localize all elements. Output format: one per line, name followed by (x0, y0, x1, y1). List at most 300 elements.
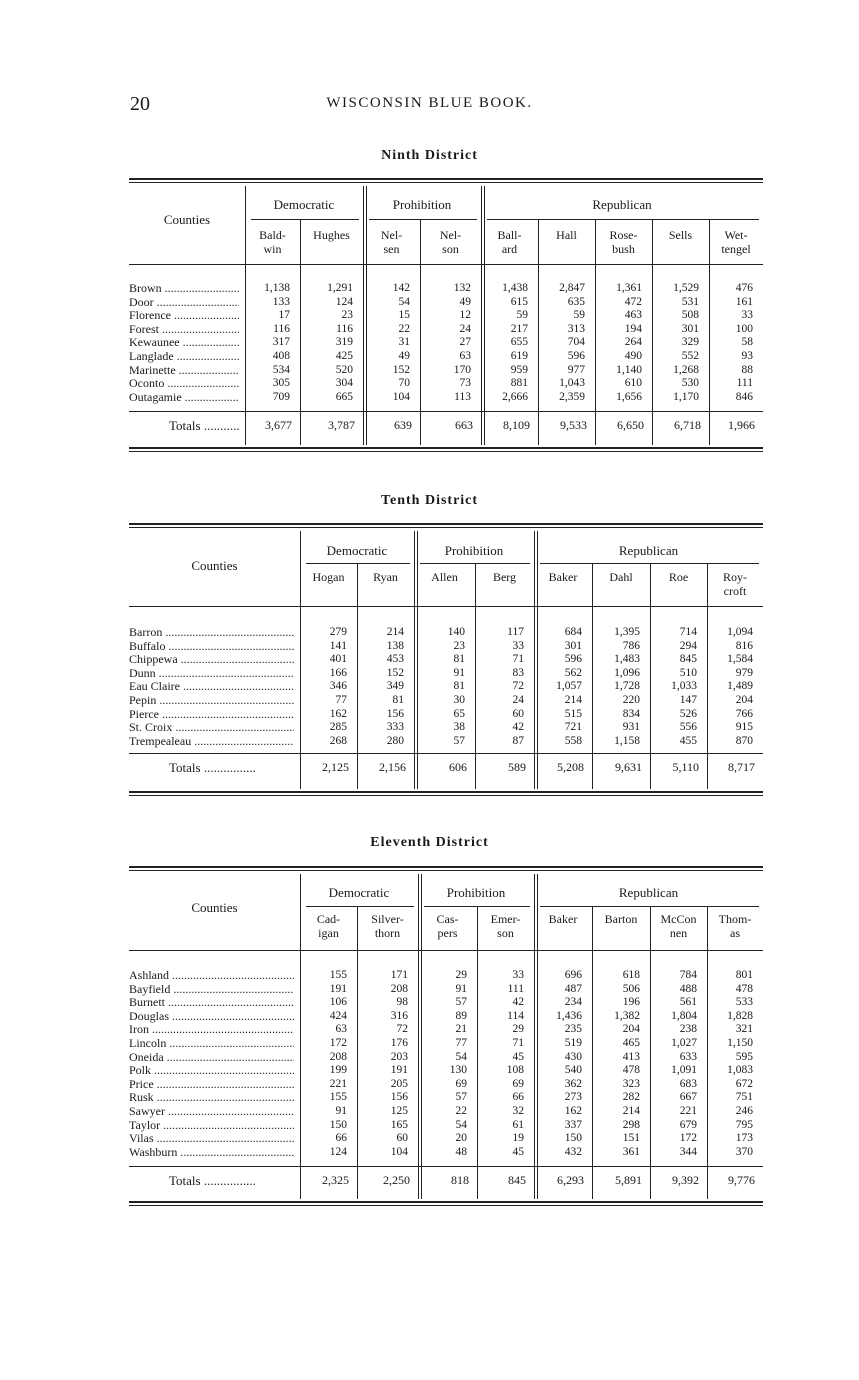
vote-cell: 319 (335, 336, 353, 349)
vote-cell: 205 (390, 1077, 408, 1090)
district-title: Eleventh District (370, 835, 489, 850)
vote-column (707, 969, 753, 1159)
vote-cell: 280 (386, 734, 404, 747)
vote-cell: 321 (735, 1023, 753, 1036)
county-name: Douglas ..... (129, 1010, 294, 1024)
total-cell: 5,110 (672, 760, 699, 774)
candidate-header: Barton (604, 912, 638, 926)
total-cell: 663 (455, 418, 473, 432)
vote-cell: 20 (455, 1132, 467, 1145)
vote-cell: 33 (512, 969, 524, 981)
vote-column (357, 626, 404, 748)
vote-cell: 679 (679, 1118, 697, 1131)
vote-cell: 150 (329, 1118, 347, 1131)
totals-label: Totals ..... (169, 1173, 294, 1189)
candidate-header: Baker (548, 570, 578, 584)
vote-cell: 204 (622, 1023, 640, 1036)
vote-cell: 22 (398, 322, 410, 335)
table-rule (129, 753, 763, 754)
candidate-header: Nel- son (439, 228, 462, 256)
vote-cell: 220 (622, 693, 640, 706)
vote-cell: 100 (735, 322, 753, 335)
vote-column (481, 282, 528, 404)
vote-column (534, 969, 582, 1159)
table-rule (129, 523, 763, 525)
vote-cell: 161 (735, 295, 753, 308)
vote-cell: 881 (510, 377, 528, 390)
vote-cell: 619 (510, 349, 528, 362)
vote-column (475, 626, 524, 748)
vote-cell: 114 (507, 1009, 524, 1022)
vote-column (245, 282, 290, 404)
vote-cell: 526 (679, 707, 697, 720)
vote-cell: 24 (512, 693, 524, 706)
vote-cell: 73 (459, 377, 471, 390)
vote-cell: 57 (455, 1091, 467, 1104)
vote-cell: 130 (449, 1064, 467, 1077)
counties-header: Counties (191, 558, 238, 573)
vote-cell: 610 (624, 377, 642, 390)
county-name: Oconto ..... (129, 377, 239, 391)
vote-cell: 337 (564, 1118, 582, 1131)
vote-column (534, 626, 582, 748)
vote-cell: 1,438 (502, 282, 528, 294)
vote-cell: 1,584 (727, 653, 753, 666)
vote-cell: 721 (564, 721, 582, 734)
table-rule (129, 447, 763, 449)
vote-cell: 487 (564, 982, 582, 995)
total-cell: 5,891 (615, 1173, 642, 1187)
vote-cell: 1,027 (671, 1036, 697, 1049)
counties-header: Counties (191, 900, 238, 915)
county-name: Washburn ..... (129, 1146, 294, 1160)
candidate-header: Dahl (609, 570, 633, 584)
vote-cell: 208 (329, 1050, 347, 1063)
vote-cell: 816 (735, 639, 753, 652)
vote-cell: 23 (341, 309, 353, 322)
vote-cell: 520 (335, 363, 353, 376)
vote-cell: 32 (512, 1104, 524, 1117)
table-rule (129, 451, 763, 452)
county-name: Bayfield ..... (129, 983, 294, 997)
party-header: Republican (618, 543, 679, 558)
vote-cell: 519 (564, 1036, 582, 1049)
vote-cell: 305 (272, 377, 290, 390)
vote-cell: 116 (336, 322, 353, 335)
vote-cell: 562 (564, 666, 582, 679)
vote-cell: 48 (455, 1145, 467, 1158)
county-list (129, 969, 294, 1159)
vote-cell: 91 (453, 666, 465, 679)
vote-cell: 285 (329, 721, 347, 734)
vote-cell: 530 (681, 377, 699, 390)
table-rule (129, 791, 763, 793)
vote-cell: 408 (272, 349, 290, 362)
county-name: Barron ..... (129, 626, 294, 640)
total-cell: 606 (449, 760, 467, 774)
vote-cell: 104 (392, 390, 410, 403)
vote-cell: 30 (453, 693, 465, 706)
vote-cell: 89 (455, 1009, 467, 1022)
county-name: Kewaunee ..... (129, 336, 239, 350)
vote-cell: 301 (681, 322, 699, 335)
vote-cell: 977 (567, 363, 585, 376)
county-name: St. Croix ..... (129, 721, 294, 735)
vote-cell: 57 (455, 996, 467, 1009)
vote-cell: 104 (390, 1145, 408, 1158)
vote-column (592, 969, 640, 1159)
vote-cell: 506 (622, 982, 640, 995)
total-cell: 2,325 (322, 1173, 349, 1187)
vote-cell: 172 (329, 1036, 347, 1049)
vote-cell: 298 (622, 1118, 640, 1131)
county-name: Price ..... (129, 1078, 294, 1092)
vote-cell: 45 (512, 1050, 524, 1063)
vote-cell: 846 (735, 390, 753, 403)
vote-cell: 1,436 (556, 1009, 582, 1022)
vote-cell: 142 (392, 282, 410, 294)
vote-cell: 98 (396, 996, 408, 1009)
group-rule (306, 563, 410, 564)
vote-cell: 221 (679, 1104, 697, 1117)
group-rule (369, 219, 477, 220)
county-name: Eau Claire ..... (129, 680, 294, 694)
vote-cell: 176 (390, 1036, 408, 1049)
vote-cell: 1,361 (616, 282, 642, 294)
vote-cell: 510 (679, 666, 697, 679)
vote-cell: 556 (679, 721, 697, 734)
vote-cell: 273 (564, 1091, 582, 1104)
vote-cell: 801 (735, 969, 753, 981)
vote-column (595, 282, 642, 404)
vote-cell: 1,268 (673, 363, 699, 376)
vote-cell: 63 (335, 1023, 347, 1036)
totals-label: Totals ..... (169, 418, 239, 434)
vote-cell: 111 (507, 982, 524, 995)
vote-cell: 1,483 (614, 653, 640, 666)
vote-cell: 1,083 (727, 1064, 753, 1077)
table-rule (129, 1166, 763, 1167)
vote-cell: 33 (741, 309, 753, 322)
vote-cell: 29 (512, 1023, 524, 1036)
vote-cell: 268 (329, 734, 347, 747)
county-name: Sawyer ..... (129, 1105, 294, 1119)
running-head: WISCONSIN BLUE BOOK. (326, 95, 533, 111)
vote-cell: 1,529 (673, 282, 699, 294)
vote-column (420, 282, 471, 404)
vote-cell: 683 (679, 1077, 697, 1090)
vote-cell: 465 (622, 1036, 640, 1049)
table-rule (129, 795, 763, 796)
vote-cell: 463 (624, 309, 642, 322)
district-title: Tenth District (380, 493, 479, 508)
vote-cell: 344 (679, 1145, 697, 1158)
vote-cell: 282 (622, 1091, 640, 1104)
vote-cell: 264 (624, 336, 642, 349)
vote-column (300, 969, 347, 1159)
vote-cell: 751 (735, 1091, 753, 1104)
vote-cell: 72 (512, 680, 524, 693)
vote-cell: 156 (386, 707, 404, 720)
table-rule (129, 411, 763, 412)
vote-cell: 106 (329, 996, 347, 1009)
candidate-header: Roe (668, 570, 689, 584)
vote-cell: 931 (622, 721, 640, 734)
vote-cell: 301 (564, 639, 582, 652)
vote-cell: 533 (735, 996, 753, 1009)
vote-column (592, 626, 640, 748)
table-rule (129, 527, 763, 528)
district-table (129, 178, 763, 452)
candidate-header: Wet- tengel (721, 228, 751, 256)
vote-cell: 152 (386, 666, 404, 679)
table-rule (129, 1201, 763, 1203)
total-cell: 8,109 (503, 418, 530, 432)
vote-cell: 795 (735, 1118, 753, 1131)
party-header: Prohibition (392, 197, 452, 212)
vote-cell: 83 (512, 666, 524, 679)
county-name: Outagamie ..... (129, 391, 239, 405)
vote-cell: 141 (329, 639, 347, 652)
counties-header: Counties (163, 212, 211, 227)
vote-cell: 217 (510, 322, 528, 335)
total-cell: 1,966 (728, 418, 755, 432)
vote-cell: 21 (455, 1023, 467, 1036)
total-cell: 9,776 (728, 1173, 755, 1187)
vote-cell: 515 (564, 707, 582, 720)
vote-cell: 2,359 (559, 390, 585, 403)
vote-cell: 1,096 (614, 666, 640, 679)
vote-cell: 54 (455, 1050, 467, 1063)
vote-cell: 1,091 (671, 1064, 697, 1077)
vote-cell: 2,847 (559, 282, 585, 294)
county-name: Rusk ..... (129, 1091, 294, 1105)
vote-cell: 279 (329, 626, 347, 638)
vote-cell: 60 (396, 1132, 408, 1145)
vote-cell: 704 (567, 336, 585, 349)
vote-cell: 1,828 (727, 1009, 753, 1022)
vote-cell: 684 (564, 626, 582, 638)
vote-cell: 696 (564, 969, 582, 981)
vote-cell: 204 (735, 693, 753, 706)
total-cell: 639 (394, 418, 412, 432)
vote-cell: 401 (329, 653, 347, 666)
county-name: Pepin ..... (129, 694, 294, 708)
party-header: Democratic (328, 885, 390, 900)
vote-cell: 235 (564, 1023, 582, 1036)
vote-cell: 476 (735, 282, 753, 294)
vote-cell: 1,728 (614, 680, 640, 693)
vote-cell: 27 (459, 336, 471, 349)
vote-cell: 77 (455, 1036, 467, 1049)
county-name: Taylor ..... (129, 1119, 294, 1133)
county-name: Forest ..... (129, 323, 239, 337)
total-cell: 2,125 (322, 760, 349, 774)
county-name: Door ..... (129, 296, 239, 310)
vote-cell: 531 (681, 295, 699, 308)
vote-cell: 69 (512, 1077, 524, 1090)
vote-cell: 124 (329, 1145, 347, 1158)
total-cell: 8,717 (728, 760, 755, 774)
vote-column (538, 282, 585, 404)
vote-column (707, 626, 753, 748)
county-name: Pierce ..... (129, 708, 294, 722)
vote-cell: 70 (398, 377, 410, 390)
vote-cell: 1,094 (727, 626, 753, 638)
vote-cell: 317 (272, 336, 290, 349)
vote-cell: 709 (272, 390, 290, 403)
vote-column (357, 969, 408, 1159)
vote-cell: 455 (679, 734, 697, 747)
vote-cell: 71 (512, 1036, 524, 1049)
vote-cell: 108 (506, 1064, 524, 1077)
vote-cell: 116 (273, 322, 290, 335)
county-name: Iron ..... (129, 1023, 294, 1037)
vote-cell: 1,382 (614, 1009, 640, 1022)
vote-cell: 88 (741, 363, 753, 376)
vote-column (650, 626, 697, 748)
vote-cell: 294 (679, 639, 697, 652)
district-table (129, 866, 763, 1206)
vote-cell: 1,804 (671, 1009, 697, 1022)
vote-cell: 42 (512, 996, 524, 1009)
vote-cell: 979 (735, 666, 753, 679)
vote-column (418, 969, 467, 1159)
vote-cell: 714 (679, 626, 697, 638)
vote-cell: 91 (455, 982, 467, 995)
vote-cell: 199 (329, 1064, 347, 1077)
candidate-header: McCon nen (660, 912, 697, 940)
vote-cell: 333 (386, 721, 404, 734)
vote-cell: 91 (335, 1104, 347, 1117)
vote-cell: 152 (392, 363, 410, 376)
vote-cell: 150 (564, 1132, 582, 1145)
vote-cell: 22 (455, 1104, 467, 1117)
vote-cell: 1,033 (671, 680, 697, 693)
vote-cell: 478 (735, 982, 753, 995)
vote-cell: 38 (453, 721, 465, 734)
vote-cell: 323 (622, 1077, 640, 1090)
county-name: Vilas ..... (129, 1132, 294, 1146)
vote-cell: 346 (329, 680, 347, 693)
county-name: Chippewa ..... (129, 653, 294, 667)
party-header: Democratic (326, 543, 388, 558)
vote-cell: 19 (512, 1132, 524, 1145)
vote-cell: 49 (459, 295, 471, 308)
vote-cell: 561 (679, 996, 697, 1009)
vote-cell: 834 (622, 707, 640, 720)
table-rule (129, 866, 763, 868)
vote-cell: 54 (455, 1118, 467, 1131)
total-cell: 9,392 (672, 1173, 699, 1187)
vote-cell: 166 (329, 666, 347, 679)
vote-cell: 172 (679, 1132, 697, 1145)
county-name: Langlade ..... (129, 350, 239, 364)
vote-cell: 635 (567, 295, 585, 308)
total-cell: 9,631 (615, 760, 642, 774)
vote-cell: 534 (272, 363, 290, 376)
county-name: Ashland ..... (129, 969, 294, 983)
vote-cell: 618 (622, 969, 640, 981)
candidate-header: Nel- sen (380, 228, 403, 256)
vote-cell: 1,158 (614, 734, 640, 747)
vote-cell: 558 (564, 734, 582, 747)
vote-cell: 140 (447, 626, 465, 638)
table-rule (129, 870, 763, 871)
vote-cell: 214 (386, 626, 404, 638)
vote-cell: 362 (564, 1077, 582, 1090)
total-cell: 2,156 (379, 760, 406, 774)
vote-cell: 15 (398, 309, 410, 322)
vote-cell: 870 (735, 734, 753, 747)
candidate-header: Silver- thorn (371, 912, 404, 940)
county-name: Polk ..... (129, 1064, 294, 1078)
district-table (129, 523, 763, 796)
candidate-header: Cad- igan (316, 912, 341, 940)
vote-column (300, 626, 347, 748)
vote-cell: 595 (735, 1050, 753, 1063)
candidate-header: Ball- ard (497, 228, 522, 256)
table-rule (129, 606, 763, 607)
total-cell: 589 (508, 760, 526, 774)
vote-cell: 111 (736, 377, 753, 390)
vote-cell: 191 (329, 982, 347, 995)
county-name: Brown ..... (129, 282, 239, 296)
county-list (129, 282, 239, 404)
vote-cell: 1,057 (556, 680, 582, 693)
party-header: Republican (592, 197, 652, 212)
vote-cell: 191 (390, 1064, 408, 1077)
county-name: Dunn ..... (129, 667, 294, 681)
district-title: Ninth District (381, 148, 478, 163)
vote-cell: 490 (624, 349, 642, 362)
vote-column (709, 282, 753, 404)
vote-cell: 196 (622, 996, 640, 1009)
vote-cell: 173 (735, 1132, 753, 1145)
vote-cell: 33 (512, 639, 524, 652)
vote-cell: 234 (564, 996, 582, 1009)
vote-cell: 147 (679, 693, 697, 706)
vote-cell: 58 (741, 336, 753, 349)
vote-cell: 124 (335, 295, 353, 308)
vote-cell: 214 (622, 1104, 640, 1117)
vote-cell: 1,150 (727, 1036, 753, 1049)
vote-cell: 313 (567, 322, 585, 335)
vote-column (477, 969, 524, 1159)
vote-column (650, 969, 697, 1159)
vote-cell: 845 (679, 653, 697, 666)
vote-cell: 488 (679, 982, 697, 995)
candidate-header: Sells (668, 228, 693, 242)
vote-cell: 221 (329, 1077, 347, 1090)
vote-cell: 93 (741, 349, 753, 362)
vote-cell: 784 (679, 969, 697, 981)
total-cell: 845 (508, 1173, 526, 1187)
candidate-header: Ryan (373, 570, 398, 584)
total-cell: 2,250 (383, 1173, 410, 1187)
vote-cell: 59 (573, 309, 585, 322)
vote-cell: 71 (512, 653, 524, 666)
vote-cell: 81 (453, 680, 465, 693)
vote-cell: 478 (622, 1064, 640, 1077)
county-list (129, 626, 294, 748)
candidate-header: Hughes (313, 228, 350, 242)
vote-cell: 214 (564, 693, 582, 706)
vote-cell: 61 (512, 1118, 524, 1131)
total-cell: 6,718 (674, 418, 701, 432)
table-rule (129, 1205, 763, 1206)
vote-cell: 424 (329, 1009, 347, 1022)
